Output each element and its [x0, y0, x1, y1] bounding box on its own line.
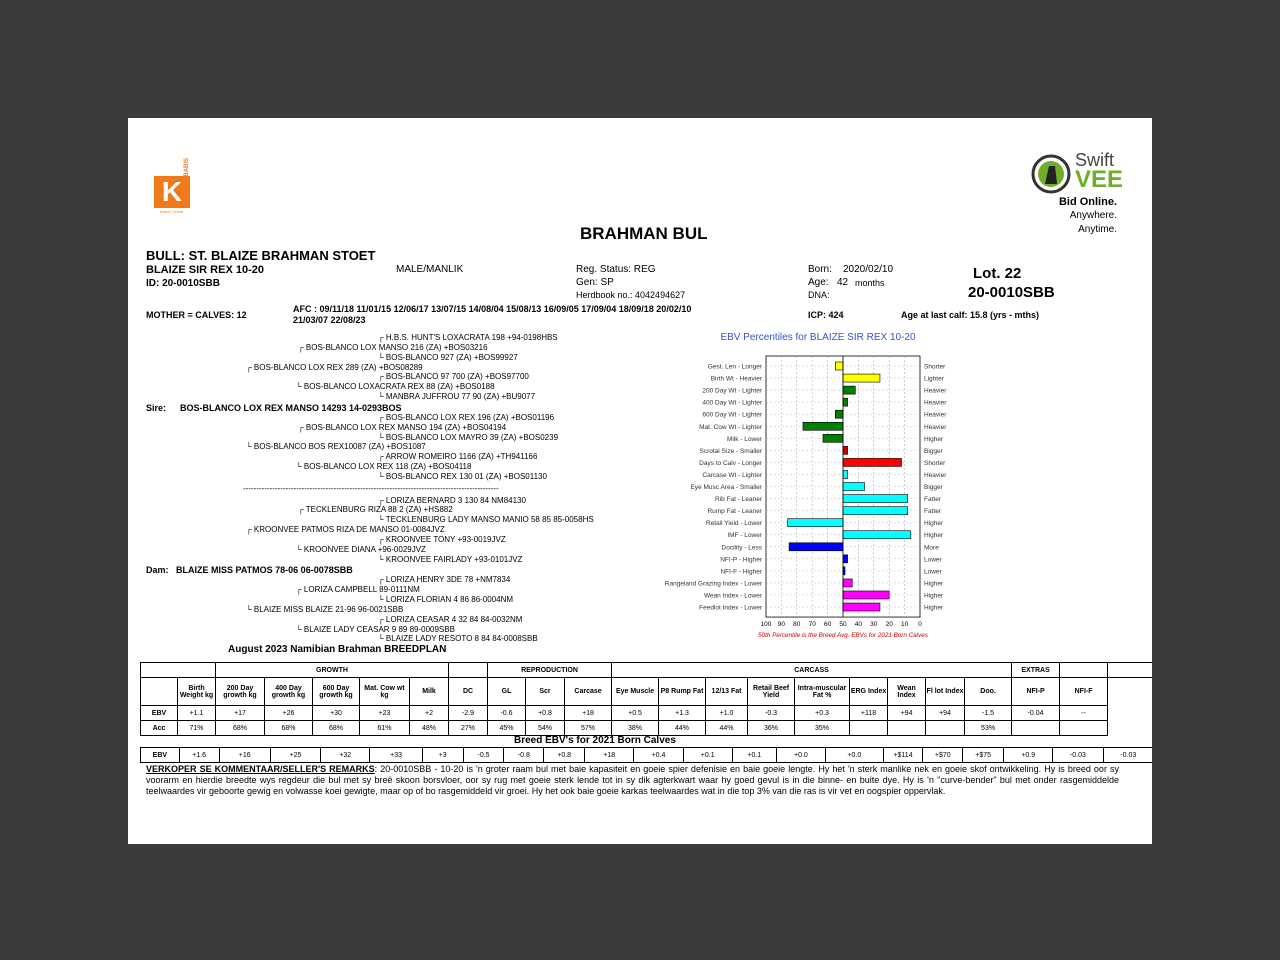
pedigree-line: └ BLAIZE LADY RESOTO 8 84 84-0008SBB [378, 634, 538, 643]
pedigree-line: ┌ TECKLENBURG RIZA 88 2 (ZA) +HS882 [298, 505, 453, 514]
ebv-bar [843, 398, 848, 406]
pedigree-line: ┌ BOS-BLANCO LOX REX 196 (ZA) +BOS01196 [378, 413, 555, 422]
table-cell: +0.1 [683, 748, 732, 763]
table-cell: +$75 [963, 748, 1004, 763]
pedigree-line: ┌ H.B.S. HUNT'S LOXACRATA 198 +94-0198HBS [378, 333, 558, 342]
born-value: 2020/02/10 [843, 264, 894, 275]
table-cell: DC [449, 678, 488, 706]
page-title: BRAHMAN BUL [580, 224, 708, 243]
table-row-breed [141, 748, 1153, 763]
table-cell: +1.1 [178, 706, 216, 721]
table-cell: +94 [926, 706, 965, 721]
right-label: Shorter [924, 459, 946, 467]
category-label: Wean Index - Lower [703, 592, 762, 600]
right-label: Lighter [924, 375, 944, 383]
age-last-calf: Age at last calf: 15.8 (yrs - mths) [901, 310, 1040, 320]
table-cell: +0.8 [544, 748, 585, 763]
seller-remarks [146, 764, 1119, 797]
ebv-bar [843, 386, 855, 394]
category-label: Rib Fat - Leaner [715, 496, 762, 504]
table-cell: 27% [449, 721, 488, 736]
table-cell: 600 Day growth kg [313, 678, 360, 706]
table-cell: 68% [216, 721, 265, 736]
table-cell: +30 [313, 706, 360, 721]
table-cell: 45% [488, 721, 526, 736]
chart-title: EBV Percentiles for BLAIZE SIR REX 10-20 [720, 332, 916, 343]
table-cell: +16 [219, 748, 270, 763]
table-cell: +118 [850, 706, 888, 721]
right-label: Higher [924, 435, 944, 443]
afc-line-2: 21/03/07 22/08/23 [293, 315, 366, 325]
ebv-bar [843, 579, 852, 587]
ebv-bar [788, 519, 843, 527]
table-cell [141, 663, 216, 678]
right-label: Lower [924, 568, 942, 576]
table-cell: +3 [422, 748, 463, 763]
category-label: Rump Fat - Leaner [707, 508, 762, 516]
table-cell: 200 Day growth kg [216, 678, 265, 706]
ebv-bar [835, 362, 843, 370]
x-tick-label: 70 [808, 621, 816, 629]
pedigree-line: ┌ BOS-BLANCO LOX MANSO 216 (ZA) +BOS03216 [298, 343, 488, 352]
karoo-logo [154, 157, 204, 216]
pedigree-line: └ TECKLENBURG LADY MANSO MANIO 58 85 85-0058HS [378, 515, 594, 524]
table-header-row [141, 678, 1153, 706]
karoo-logo-sub: Karoo Ochse [160, 209, 184, 214]
table-cell: Doo. [965, 678, 1012, 706]
table-cell: -0.5 [463, 748, 504, 763]
mother-calves: MOTHER = CALVES: 12 [146, 310, 247, 320]
table-cell [1060, 721, 1108, 736]
table-cell: +1.6 [179, 748, 219, 763]
karoo-logo-icon: K [154, 176, 190, 208]
right-label: Bigger [924, 484, 943, 492]
animal-sex: MALE/MANLIK [396, 264, 464, 275]
table-cell: -2.9 [449, 706, 488, 721]
ebv-bar [823, 434, 843, 442]
table-cell: 53% [965, 721, 1012, 736]
category-label: NFI-F - Higher [720, 568, 762, 576]
gen: Gen: SP [576, 277, 614, 288]
swiftvee-vee: VEE [1075, 166, 1124, 193]
dam-name: BLAIZE MISS PATMOS 78-06 06-0078SBB [176, 565, 353, 575]
age-label: Age: [808, 277, 829, 288]
remarks-label: VERKOPER SE KOMMENTAAR/SELLER'S REMARKS [146, 764, 375, 774]
table-cell: +0.9 [1004, 748, 1053, 763]
table-cell: +23 [360, 706, 410, 721]
row-label: EBV [141, 748, 180, 763]
right-label: Lower [924, 556, 942, 564]
breed-ebv-table [140, 747, 1152, 763]
x-tick-label: 50 [839, 621, 847, 629]
table-cell: +1.0 [706, 706, 748, 721]
bull-line: BULL: ST. BLAIZE BRAHMAN STOET [146, 248, 376, 263]
pedigree-line: ┌ KROONVEE PATMOS RIZA DE MANSO 01-0084JVZ [246, 525, 445, 534]
table-cell: -0.6 [488, 706, 526, 721]
table-cell: +0.0 [776, 748, 825, 763]
icp: ICP: 424 [808, 310, 844, 320]
lot-number: Lot. 22 [973, 265, 1022, 282]
right-label: Higher [924, 532, 944, 540]
herdbook: Herdbook no.: 4042494627 [576, 290, 686, 300]
right-label: More [924, 544, 939, 552]
pedigree-line: └ BOS-BLANCO BOS REX10087 (ZA) +BOS1087 [246, 442, 426, 451]
table-cell: +94 [888, 706, 926, 721]
table-cell: -0.8 [504, 748, 544, 763]
table-cell: 68% [265, 721, 313, 736]
ebv-bar [843, 470, 848, 478]
ebv-bar [843, 603, 880, 611]
category-label: 400 Day Wt - Lighter [702, 399, 762, 407]
ebv-bar [843, 495, 908, 503]
table-cell: +18 [565, 706, 612, 721]
pedigree-line: ┌ ARROW ROMEIRO 1166 (ZA) +TH941166 [378, 452, 538, 461]
group-extras: EXTRAS [1012, 663, 1060, 678]
category-label: Gest. Len - Longer [707, 363, 762, 371]
category-label: 200 Day Wt - Lighter [702, 387, 762, 395]
table-cell: +2 [410, 706, 449, 721]
table-cell: Mat. Cow wt kg [360, 678, 410, 706]
pedigree-line: └ MANBRA JUFFROU 77 90 (ZA) +BU9077 [378, 392, 536, 401]
ebv-bar [843, 555, 848, 563]
chart-footnote: 50th Percentile is the Breed Avg. EBVs for 2021 Born Calves [758, 632, 928, 640]
swiftvee-tag3: Anytime. [1078, 224, 1117, 235]
table-cell: 12/13 Fat [706, 678, 748, 706]
table-cell [1060, 663, 1108, 678]
x-tick-label: 60 [823, 621, 832, 629]
table-row-ebv [141, 706, 1153, 721]
right-label: Heavier [924, 399, 947, 407]
table-cell: -0.3 [748, 706, 795, 721]
table-cell: +18 [585, 748, 634, 763]
pedigree-line: └ KROONVEE FAIRLADY +93-0101JVZ [378, 555, 523, 564]
swiftvee-tag1: Bid Online. [1058, 196, 1117, 208]
table-cell: +17 [216, 706, 265, 721]
table-cell [1108, 663, 1152, 678]
table-cell: 35% [795, 721, 850, 736]
table-group-row [141, 663, 1153, 678]
table-cell: +0.4 [634, 748, 683, 763]
right-label: Shorter [924, 363, 946, 371]
category-label: IMF - Lower [727, 532, 762, 540]
born-label: Born: [808, 264, 832, 275]
right-label: Bigger [924, 447, 943, 455]
table-cell: 38% [612, 721, 659, 736]
table-cell: +0.0 [826, 748, 884, 763]
table-cell: +25 [270, 748, 320, 763]
pedigree-line: └ LORIZA FLORIAN 4 86 86-0004NM [378, 595, 514, 604]
table-cell: +33 [370, 748, 422, 763]
afc-line-1: AFC : 09/11/18 11/01/15 12/06/17 13/07/15 14/08/04 15/08/13 16/09/05 17/09/04 18/09/18 20/02/10 [293, 304, 692, 314]
table-cell: 57% [565, 721, 612, 736]
table-cell: Wean Index [888, 678, 926, 706]
table-cell: 54% [526, 721, 565, 736]
right-label: Heavier [924, 387, 947, 395]
category-label: Scrotal Size - Smaller [699, 447, 762, 455]
category-label: Milk - Lower [726, 435, 762, 443]
pedigree-line: └ BLAIZE LADY CEASAR 9 89 89-0009SBB [296, 625, 455, 634]
right-label: Fatter [924, 496, 941, 504]
ebv-bar [789, 543, 843, 551]
table-cell: 61% [360, 721, 410, 736]
ebv-bar [843, 483, 865, 491]
category-label: Eye Musc Area - Smaller [690, 484, 762, 492]
table-cell: +$114 [883, 748, 923, 763]
row-label: EBV [141, 706, 178, 721]
swiftvee-swift: Swift [1075, 150, 1115, 170]
table-cell: +26 [265, 706, 313, 721]
table-cell [888, 721, 926, 736]
table-cell [1012, 721, 1060, 736]
category-label: Days to Calv - Longer [699, 459, 762, 467]
remarks-text: : 20-0010SBB - 10-20 is 'n groter raam bul met baie kapasiteit en goeie spier defenisie en baie goeie lengte. Hy het 'n sterk manlike nek en goeie skof ontwikkeling. Hy is breed oor sy voorarm en hierdie breedte wys regdeur die bul met sy breë skoon borsvloer, oor sy rug met goeie sterk lende tot in sy dik agterkwart waar hy goed gevul is in die binne- en buite dye. Hy is 'n "curve-bender" bul met onder rasgemiddelde teelwaardes vir geboorte gewig en volwasse koei gewigte, maar op of bo rasgemiddeld vir groei. Hy het ook baie goeie karkas teelwaardes wat in die top 3% van die ras is vir vet en oogspier oppervlak. [146, 764, 1119, 796]
breed-ebv-title: Breed EBV's for 2021 Born Calves [514, 735, 676, 746]
age-value: 42 [837, 277, 849, 288]
pedigree-line: ┌ LORIZA BERNARD 3 130 84 NM84130 [378, 496, 526, 505]
category-label: Carcase Wt - Lighter [702, 471, 762, 479]
karoo-logo-side: GOBABIS [184, 157, 190, 186]
category-label: Rangeland Grazing Index - Lower [664, 580, 762, 588]
breedplan-title: August 2023 Namibian Brahman BREEDPLAN [228, 644, 447, 655]
right-label: Higher [924, 580, 944, 588]
dna-label: DNA: [808, 290, 830, 300]
ebv-bar [803, 422, 843, 430]
table-cell: 400 Day growth kg [265, 678, 313, 706]
group-reproduction: REPRODUCTION [488, 663, 612, 678]
reg-status: Reg. Status: REG [576, 264, 656, 275]
table-cell: -0.04 [1012, 706, 1060, 721]
table-cell: -0.03 [1103, 748, 1152, 763]
swiftvee-logo [1031, 150, 1123, 240]
row-label: Acc [141, 721, 178, 736]
table-cell: 44% [706, 721, 748, 736]
ebv-table [140, 662, 1152, 736]
table-cell: Carcase [565, 678, 612, 706]
lot-id: 20-0010SBB [968, 284, 1055, 301]
pedigree-separator: ------------------------------------------------------------------------------------------------ [243, 484, 499, 493]
table-cell: +$70 [923, 748, 963, 763]
pedigree-line: ┌ KROONVEE TONY +93-0019JVZ [378, 535, 506, 544]
pedigree-line: ┌ LORIZA CEASAR 4 32 84 84-0032NM [378, 615, 523, 624]
right-label: Higher [924, 520, 944, 528]
swiftvee-badge-icon [1031, 152, 1073, 196]
sire-label: Sire: [146, 403, 167, 413]
table-cell [926, 721, 965, 736]
document-page [128, 118, 1152, 844]
category-label: NFI-P - Higher [720, 556, 762, 564]
ebv-bar [843, 374, 880, 382]
right-label: Heavier [924, 411, 947, 419]
x-tick-label: 0 [918, 621, 922, 629]
ebv-bar [835, 410, 843, 418]
table-cell: 71% [178, 721, 216, 736]
x-tick-label: 30 [870, 621, 878, 629]
pedigree-line: ┌ LORIZA CAMPBELL 89-0111NM [296, 585, 420, 594]
category-label: Retail Yield - Lower [706, 520, 762, 528]
table-cell: +0.3 [795, 706, 850, 721]
x-tick-label: 20 [885, 621, 893, 629]
table-cell: ERG Index [850, 678, 888, 706]
table-cell: +0.8 [526, 706, 565, 721]
table-cell: +0.5 [612, 706, 659, 721]
table-cell: +0.1 [732, 748, 776, 763]
table-cell: 68% [313, 721, 360, 736]
table-cell: 44% [659, 721, 706, 736]
ebv-bar [843, 507, 908, 515]
category-label: 600 Day Wt - Lighter [702, 411, 762, 419]
pedigree-line: ┌ LORIZA HENRY 3DE 78 +NM7834 [378, 575, 511, 584]
table-cell [449, 663, 488, 678]
right-label: Fatter [924, 508, 941, 516]
category-label: Feedlot Index - Lower [699, 604, 762, 612]
table-cell: NFI-F [1060, 678, 1108, 706]
table-cell: +32 [321, 748, 370, 763]
animal-name: BLAIZE SIR REX 10-20 [146, 264, 264, 276]
right-label: Higher [924, 592, 944, 600]
table-cell: 48% [410, 721, 449, 736]
group-carcass: CARCASS [612, 663, 1012, 678]
ebv-percentile-chart [648, 326, 988, 646]
pedigree-line: └ BLAIZE MISS BLAIZE 21-96 96-0021SBB [246, 605, 404, 614]
table-cell: -- [1060, 706, 1108, 721]
category-label: Mat. Cow Wt - Lighter [699, 423, 762, 431]
swiftvee-tag2: Anywhere. [1069, 210, 1117, 221]
ebv-bar [843, 458, 902, 466]
pedigree-line: ┌ BOS-BLANCO 97 700 (ZA) +BOS97700 [378, 372, 529, 381]
ebv-bar [843, 531, 911, 539]
pedigree-line: ┌ BOS-BLANCO LOX REX MANSO 194 (ZA) +BOS04194 [298, 423, 507, 432]
table-cell: Intra-muscular Fat % [795, 678, 850, 706]
age-unit: months [855, 278, 885, 288]
table-cell: +1.3 [659, 706, 706, 721]
right-label: Heavier [924, 471, 947, 479]
right-label: Higher [924, 604, 944, 612]
table-cell [850, 721, 888, 736]
x-tick-label: 10 [900, 621, 909, 629]
ebv-bar [843, 591, 889, 599]
table-cell: P8 Rump Fat [659, 678, 706, 706]
category-label: Docility - Less [721, 544, 762, 552]
pedigree-line: └ BOS-BLANCO 927 (ZA) +BOS99927 [378, 353, 518, 362]
table-cell: Retail Beef Yield [748, 678, 795, 706]
pedigree-line: ┌ BOS-BLANCO LOX REX 289 (ZA) +BOS08289 [246, 363, 423, 372]
animal-id: ID: 20-0010SBB [146, 278, 220, 289]
table-cell: -0.03 [1053, 748, 1103, 763]
table-cell: Scr [526, 678, 565, 706]
table-cell: Birth Weight kg [178, 678, 216, 706]
x-tick-label: 40 [854, 621, 863, 629]
ebv-bar [843, 446, 848, 454]
x-tick-label: 100 [760, 621, 772, 629]
sire-name: BOS-BLANCO LOX REX MANSO 14293 14-0293BOS [180, 403, 402, 413]
right-label: Heavier [924, 423, 947, 431]
pedigree-line: └ BOS-BLANCO LOX REX 118 (ZA) +BOS04118 [296, 462, 472, 471]
table-cell: -1.5 [965, 706, 1012, 721]
x-tick-label: 90 [777, 621, 786, 629]
table-cell: Eye Muscle [612, 678, 659, 706]
table-cell: 36% [748, 721, 795, 736]
table-cell: GL [488, 678, 526, 706]
pedigree-line: └ BOS-BLANCO LOXACRATA REX 88 (ZA) +BOS0188 [296, 382, 495, 391]
table-cell [141, 678, 178, 706]
group-growth: GROWTH [216, 663, 449, 678]
pedigree-line: └ KROONVEE DIANA +96-0029JVZ [296, 545, 426, 554]
x-tick-label: 80 [793, 621, 801, 629]
table-cell: Milk [410, 678, 449, 706]
category-label: Birth Wt - Heavier [710, 375, 762, 383]
table-cell: Fl lot Index [926, 678, 965, 706]
pedigree-line: └ BOS-BLANCO REX 130 01 (ZA) +BOS01130 [378, 472, 547, 481]
table-row-acc [141, 721, 1153, 736]
table-cell: NFI-P [1012, 678, 1060, 706]
dam-label: Dam: [146, 565, 169, 575]
pedigree-line: └ BOS-BLANCO LOX MAYRO 39 (ZA) +BOS0239 [378, 433, 559, 442]
